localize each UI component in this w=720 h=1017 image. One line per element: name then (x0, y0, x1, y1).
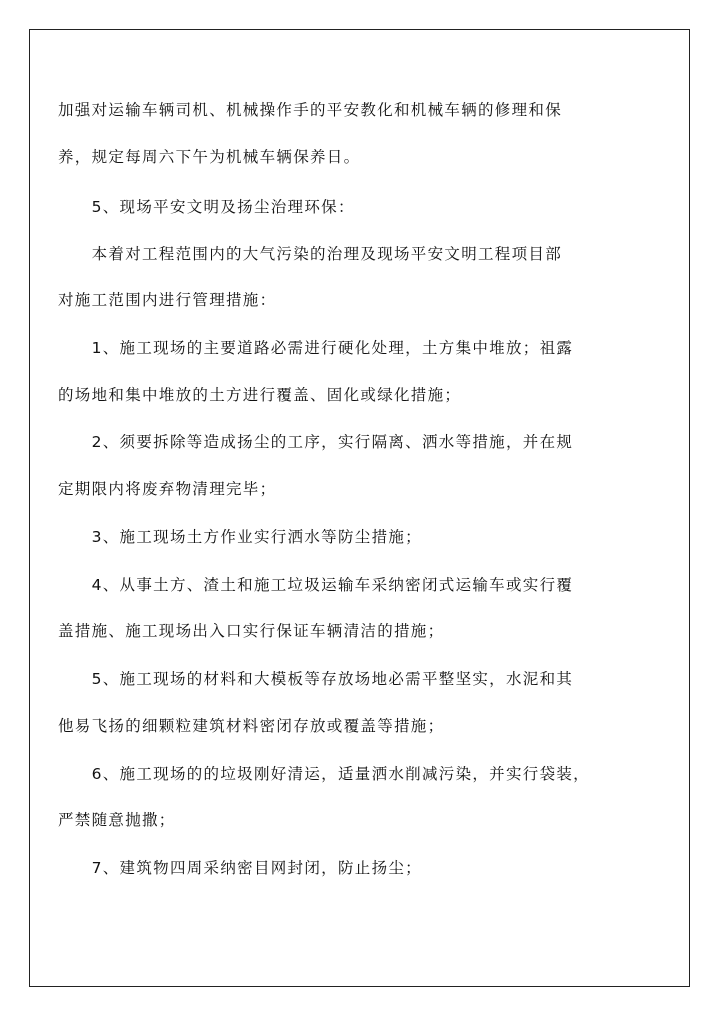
list-item: 1、施工现场的主要道路必需进行硬化处理，土方集中堆放；祖露 (58, 339, 574, 357)
page-frame (29, 29, 690, 987)
text-line: 他易飞扬的细颗粒建筑材料密闭存放或覆盖等措施； (58, 717, 445, 735)
text-line: 严禁随意抛撒； (58, 811, 176, 829)
list-item: 3、施工现场土方作业实行洒水等防尘措施； (58, 528, 422, 546)
section-heading: 5、现场平安文明及扬尘治理环保： (58, 198, 355, 216)
list-item: 7、建筑物四周采纳密目网封闭，防止扬尘； (58, 859, 422, 877)
text-line: 养，规定每周六下午为机械车辆保养日。 (58, 148, 361, 166)
text-line: 加强对运输车辆司机、机械操作手的平安教化和机械车辆的修理和保 (58, 101, 563, 119)
list-item: 2、须要拆除等造成扬尘的工序，实行隔离、洒水等措施，并在规 (58, 433, 574, 451)
text-line: 本着对工程范围内的大气污染的治理及现场平安文明工程项目部 (58, 245, 563, 263)
text-line: 定期限内将废弃物清理完毕； (58, 480, 277, 498)
list-item: 6、施工现场的的垃圾刚好清运，适量洒水削减污染，并实行袋装， (58, 765, 590, 783)
text-line: 的场地和集中堆放的土方进行覆盖、固化或绿化措施； (58, 386, 462, 404)
text-line: 盖措施、施工现场出入口实行保证车辆清洁的措施； (58, 622, 445, 640)
text-line: 对施工范围内进行管理措施： (58, 291, 277, 309)
list-item: 4、从事土方、渣土和施工垃圾运输车采纳密闭式运输车或实行覆 (58, 576, 574, 594)
list-item: 5、施工现场的材料和大模板等存放场地必需平整坚实，水泥和其 (58, 670, 574, 688)
